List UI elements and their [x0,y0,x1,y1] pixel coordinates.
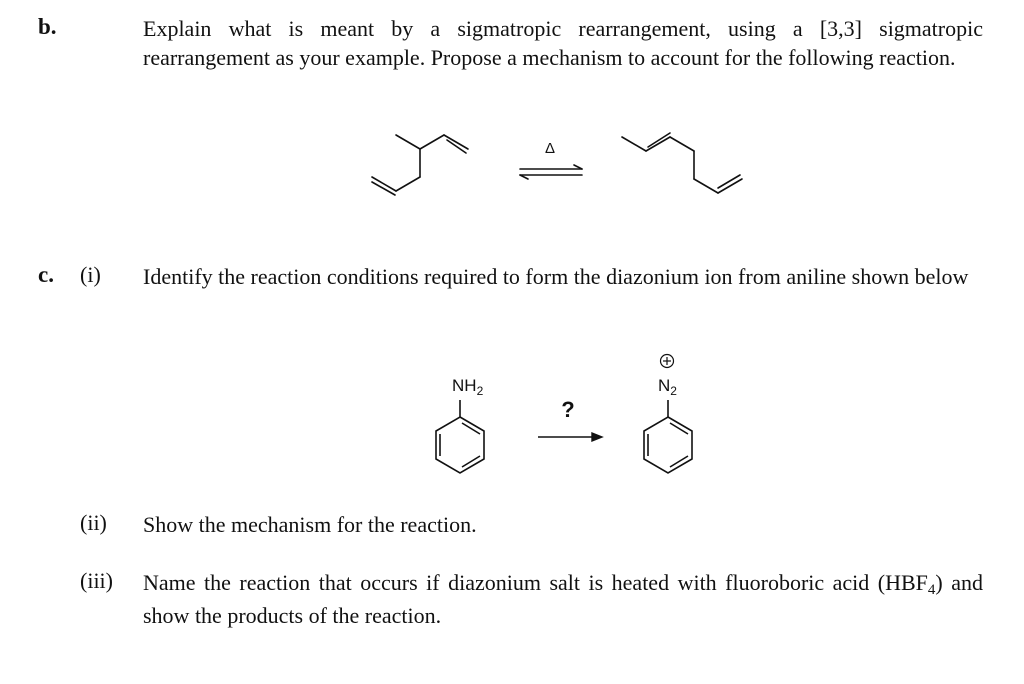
amine-group-label: $NH_2$ [452,376,484,398]
diazo-group-label: $N_2$ [658,376,677,398]
part-c-i-numeral: (i) [80,262,101,287]
part-b-question: Explain what is meant by a sigmatropic rearrangement, using a [3,3] sigmatropic rearrangement as your example. Propose a mechanism to account for the following reaction. [143,16,983,70]
positive-charge-icon [661,355,674,368]
reactant-diene-structure [372,135,468,195]
diazonium-reaction-scheme [420,345,720,475]
charge-sign-label: + [682,359,683,360]
heat-symbol: Δ [544,140,556,157]
unknown-conditions-mark: ? [561,397,575,422]
aniline-structure [436,400,484,473]
sigmatropic-reaction-scheme [360,125,780,205]
part-c-ii-question: Show the mechanism for the reaction. [143,512,477,537]
part-c-ii-numeral: (ii) [80,510,107,535]
hbf4-subscript: 4 [927,582,936,598]
part-c-label: c. [38,262,54,287]
part-c-iii-numeral: (iii) [80,568,113,593]
reaction-arrow [538,433,602,441]
part-c-iii-question: Name the reaction that occurs if diazonium salt is heated with fluoroboric acid (HBF4) and show the products of the reaction. [143,570,984,628]
equilibrium-arrows [520,165,582,179]
part-c-i-question: Identify the reaction conditions required to form the diazonium ion from aniline shown below [143,264,969,289]
diazonium-ion-structure [644,400,692,473]
part-b-label: b. [38,14,57,39]
product-diene-structure [622,133,742,193]
